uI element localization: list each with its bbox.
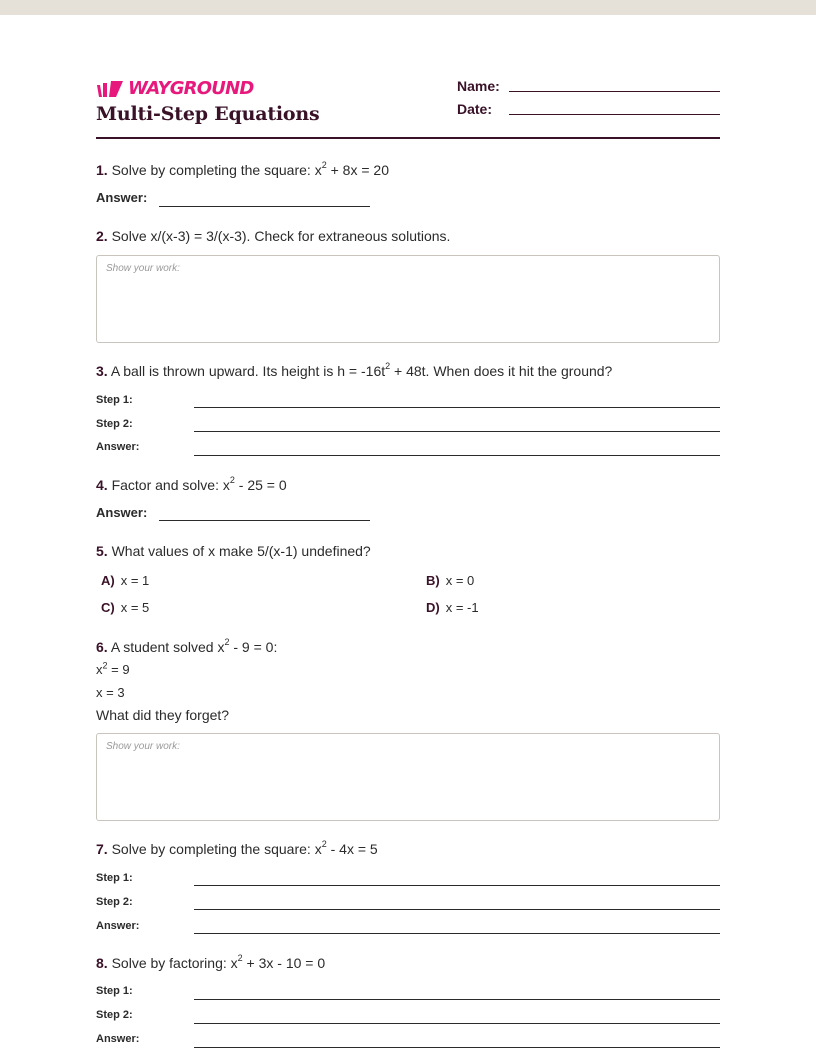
answer-field[interactable] (194, 933, 720, 934)
question-text: Solve x/(x-3) = 3/(x-3). Check for extraneous solutions. (111, 228, 451, 244)
work-placeholder: Show your work: (106, 741, 180, 752)
answer-label: Answer: (96, 190, 148, 205)
question-number: 7. (96, 841, 108, 857)
step-2-label: Step 2: (96, 418, 133, 430)
exponent: 2 (229, 475, 235, 486)
question-text-rest: + 3x - 10 = 0 (242, 955, 326, 971)
question-text: Solve by factoring: x (111, 955, 238, 971)
choice-text: x = 0 (445, 573, 475, 588)
answer-label: Answer: (96, 920, 140, 932)
header-divider (96, 137, 720, 139)
question-text: Solve by completing the square: x (111, 841, 322, 857)
question-number: 5. (96, 543, 108, 559)
work-area[interactable] (96, 255, 720, 343)
wayground-logo-icon (96, 79, 124, 99)
name-label: Name: (457, 78, 500, 94)
step-2-field[interactable] (194, 909, 720, 910)
step-1-label: Step 1: (96, 985, 133, 997)
question-5 (96, 543, 371, 559)
question-number: 3. (96, 363, 108, 379)
question-number: 8. (96, 955, 108, 971)
question-text: A ball is thrown upward. Its height is h = -16t (110, 363, 386, 379)
question-6-prompt: What did they forget? (96, 707, 230, 723)
question-4 (96, 477, 287, 493)
question-number: 1. (96, 162, 108, 178)
question-number: 2. (96, 228, 108, 244)
choice-d[interactable] (426, 600, 479, 615)
question-number: 4. (96, 477, 108, 493)
step-1-field[interactable] (194, 999, 720, 1000)
step-2-label: Step 2: (96, 1009, 133, 1021)
exponent: 2 (385, 361, 391, 372)
choice-b[interactable] (426, 573, 474, 588)
question-1 (96, 162, 389, 178)
choice-letter: C) (101, 600, 115, 615)
step-1-label: Step 1: (96, 872, 133, 884)
answer-label: Answer: (96, 505, 148, 520)
question-text-rest: - 4x = 5 (326, 841, 378, 857)
question-7 (96, 841, 378, 857)
answer-field[interactable] (194, 1047, 720, 1048)
page-title: Multi-Step Equations (96, 103, 320, 125)
choice-letter: B) (426, 573, 440, 588)
choice-text: x = 5 (120, 600, 150, 615)
answer-field[interactable] (194, 455, 720, 456)
exponent: 2 (224, 637, 230, 648)
question-text: Factor and solve: x (111, 477, 230, 493)
choice-a[interactable] (101, 573, 149, 588)
exponent: 2 (321, 160, 327, 171)
question-6 (96, 639, 277, 655)
answer-label: Answer: (96, 441, 140, 453)
date-label: Date: (457, 101, 493, 117)
step-1-field[interactable] (194, 885, 720, 886)
wayground-logo (96, 78, 253, 100)
question-text-rest: - 9 = 0: (229, 639, 278, 655)
question-2 (96, 228, 450, 244)
question-8 (96, 955, 325, 971)
question-number: 6. (96, 639, 108, 655)
answer-label: Answer: (96, 1033, 140, 1045)
answer-field[interactable] (159, 206, 370, 207)
question-text: Solve by completing the square: x (111, 162, 322, 178)
question-text: A student solved x (110, 639, 225, 655)
choice-letter: A) (101, 573, 115, 588)
student-step-1 (96, 662, 130, 677)
choice-text: x = -1 (445, 600, 479, 615)
step-2-field[interactable] (194, 431, 720, 432)
step-rest: = 9 (107, 662, 130, 677)
exponent: 2 (237, 953, 243, 964)
question-text: What values of x make 5/(x-1) undefined? (111, 543, 371, 559)
work-area[interactable] (96, 733, 720, 821)
name-field[interactable] (509, 91, 720, 92)
logo-text: WAYGROUND (128, 78, 254, 99)
work-placeholder: Show your work: (106, 263, 180, 274)
step-1-label: Step 1: (96, 394, 133, 406)
question-3 (96, 363, 612, 379)
date-field[interactable] (509, 114, 720, 115)
question-text-rest: - 25 = 0 (234, 477, 287, 493)
step-2-label: Step 2: (96, 896, 133, 908)
question-text-rest: + 48t. When does it hit the ground? (390, 363, 613, 379)
choice-c[interactable] (101, 600, 149, 615)
step-base: x (96, 662, 103, 677)
step-2-field[interactable] (194, 1023, 720, 1024)
question-text-rest: + 8x = 20 (326, 162, 389, 178)
choice-text: x = 1 (120, 573, 150, 588)
choice-letter: D) (426, 600, 440, 615)
exponent: 2 (321, 839, 327, 850)
page-top-bar (0, 0, 816, 15)
student-step-2: x = 3 (96, 685, 125, 700)
step-1-field[interactable] (194, 407, 720, 408)
exponent: 2 (102, 660, 108, 671)
answer-field[interactable] (159, 520, 370, 521)
